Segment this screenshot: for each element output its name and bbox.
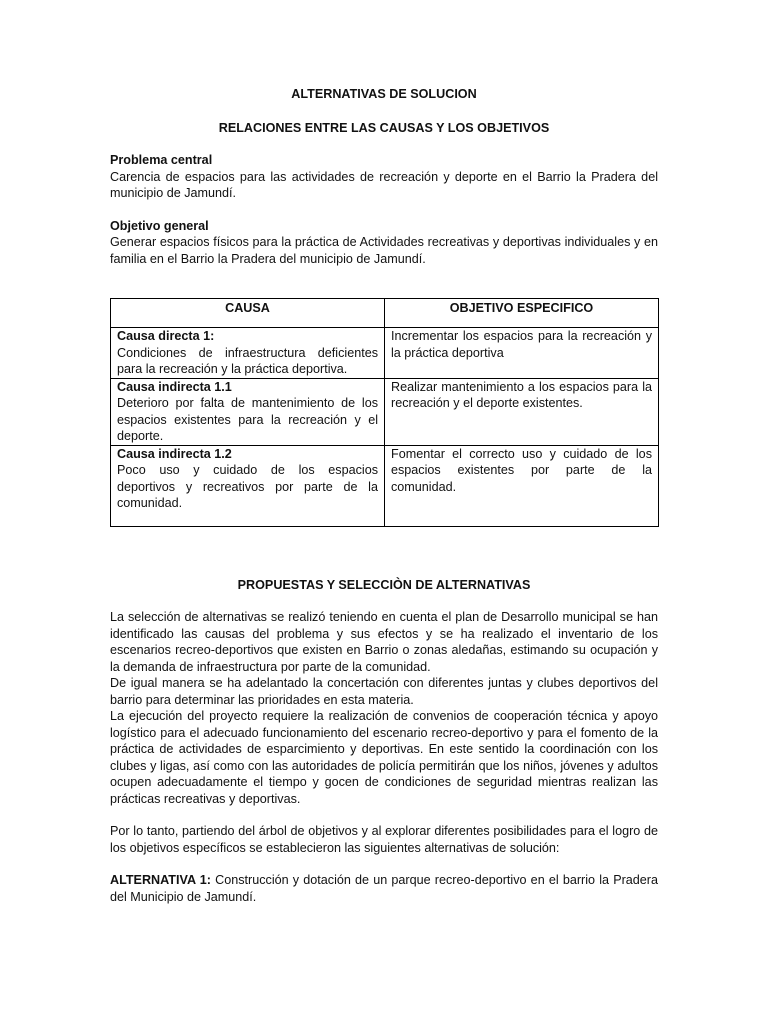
- objective-cell: Incrementar los espacios para la recreación y la práctica deportiva: [385, 328, 659, 379]
- main-title: ALTERNATIVAS DE SOLUCION: [291, 87, 477, 101]
- cause-title: Causa indirecta 1.2: [117, 446, 232, 461]
- table-row: [111, 328, 659, 379]
- alternativa-1-text: Construcción y dotación de un parque recreo-deportivo en el barrio la Pradera del Municipio de Jamundí.: [110, 873, 658, 904]
- cause-text: Deterioro por falta de mantenimiento de los espacios existentes para la recreación y el deporte.: [117, 396, 378, 443]
- objective-cell: Fomentar el correcto uso y cuidado de los espacios existentes por parte de la comunidad.: [385, 445, 659, 526]
- objetivo-heading: Objetivo general: [110, 218, 209, 233]
- cause-cell: [111, 328, 385, 379]
- alternativa-1: [110, 872, 658, 905]
- propuestas-paragraph-4: Por lo tanto, partiendo del árbol de objetivos y al explorar diferentes posibilidades para el logro de los objetivos específicos se establecieron las siguientes alternativas de solución:: [110, 824, 658, 855]
- cause-cell: [111, 378, 385, 445]
- objetivo-general-section: [110, 218, 658, 268]
- objective-cell: Realizar mantenimiento a los espacios para la recreación y el deporte existentes.: [385, 378, 659, 445]
- problema-text: Carencia de espacios para las actividades de recreación y deporte en el Barrio la Pradera del municipio de Jamundí.: [110, 169, 658, 200]
- objetivo-text: Generar espacios físicos para la práctica de Actividades recreativas y deportivas individuales y en familia en el Barrio la Pradera del municipio de Jamundí.: [110, 235, 658, 266]
- cause-title: Causa directa 1:: [117, 329, 215, 343]
- table-row: [111, 378, 659, 445]
- table-row: [111, 445, 659, 526]
- causes-objectives-table: [110, 298, 659, 527]
- cause-text: Poco uso y cuidado de los espacios deportivos y recreativos por parte de la comunidad.: [117, 463, 378, 510]
- sub-title: RELACIONES ENTRE LAS CAUSAS Y LOS OBJETIVOS: [218, 120, 550, 135]
- cause-text: Condiciones de infraestructura deficientes para la recreación y la práctica deportiva.: [117, 345, 378, 376]
- table-header-row: [111, 299, 659, 328]
- propuestas-paragraph-1: La selección de alternativas se realizó teniendo en cuenta el plan de Desarrollo municipal se han identificado las causas del problema y sus efectos y se ha realizado el inventario de los escenarios recreo-deportivos que existen en Barrio o zonas aledañas, estimando su ocupación y la demanda de infraestructura por parte de la comunidad.: [110, 610, 658, 674]
- header-causa: CAUSA: [111, 299, 385, 328]
- cause-cell: [111, 445, 385, 526]
- propuestas-paragraph-3: La ejecución del proyecto requiere la realización de convenios de cooperación técnica y apoyo logístico para el adecuado funcionamiento del escenario recreo-deportivo y para el fomento de la práctica de actividades de esparcimiento y deportivas. En este sentido la coordinación con los clubes y ligas, así como con las autoridades de policía permitirán que los niños, jóvenes y adultos ocupen adecuadamente el tiempo y gocen de condiciones de seguridad mientras realizan las prácticas recreativas y deportivas.: [110, 709, 658, 806]
- cause-title: Causa indirecta 1.1: [117, 379, 232, 394]
- problema-central-section: [110, 152, 658, 202]
- document-content: [110, 86, 658, 905]
- propuestas-title: PROPUESTAS Y SELECCIÒN DE ALTERNATIVAS: [237, 577, 531, 592]
- alternativa-1-label: ALTERNATIVA 1:: [110, 873, 211, 887]
- problema-heading: Problema central: [110, 153, 213, 167]
- header-objetivo: OBJETIVO ESPECIFICO: [385, 299, 659, 328]
- propuestas-paragraph-2: De igual manera se ha adelantado la concertación con diferentes juntas y clubes deportivos del barrio para determinar las prioridades en esta materia.: [110, 676, 658, 707]
